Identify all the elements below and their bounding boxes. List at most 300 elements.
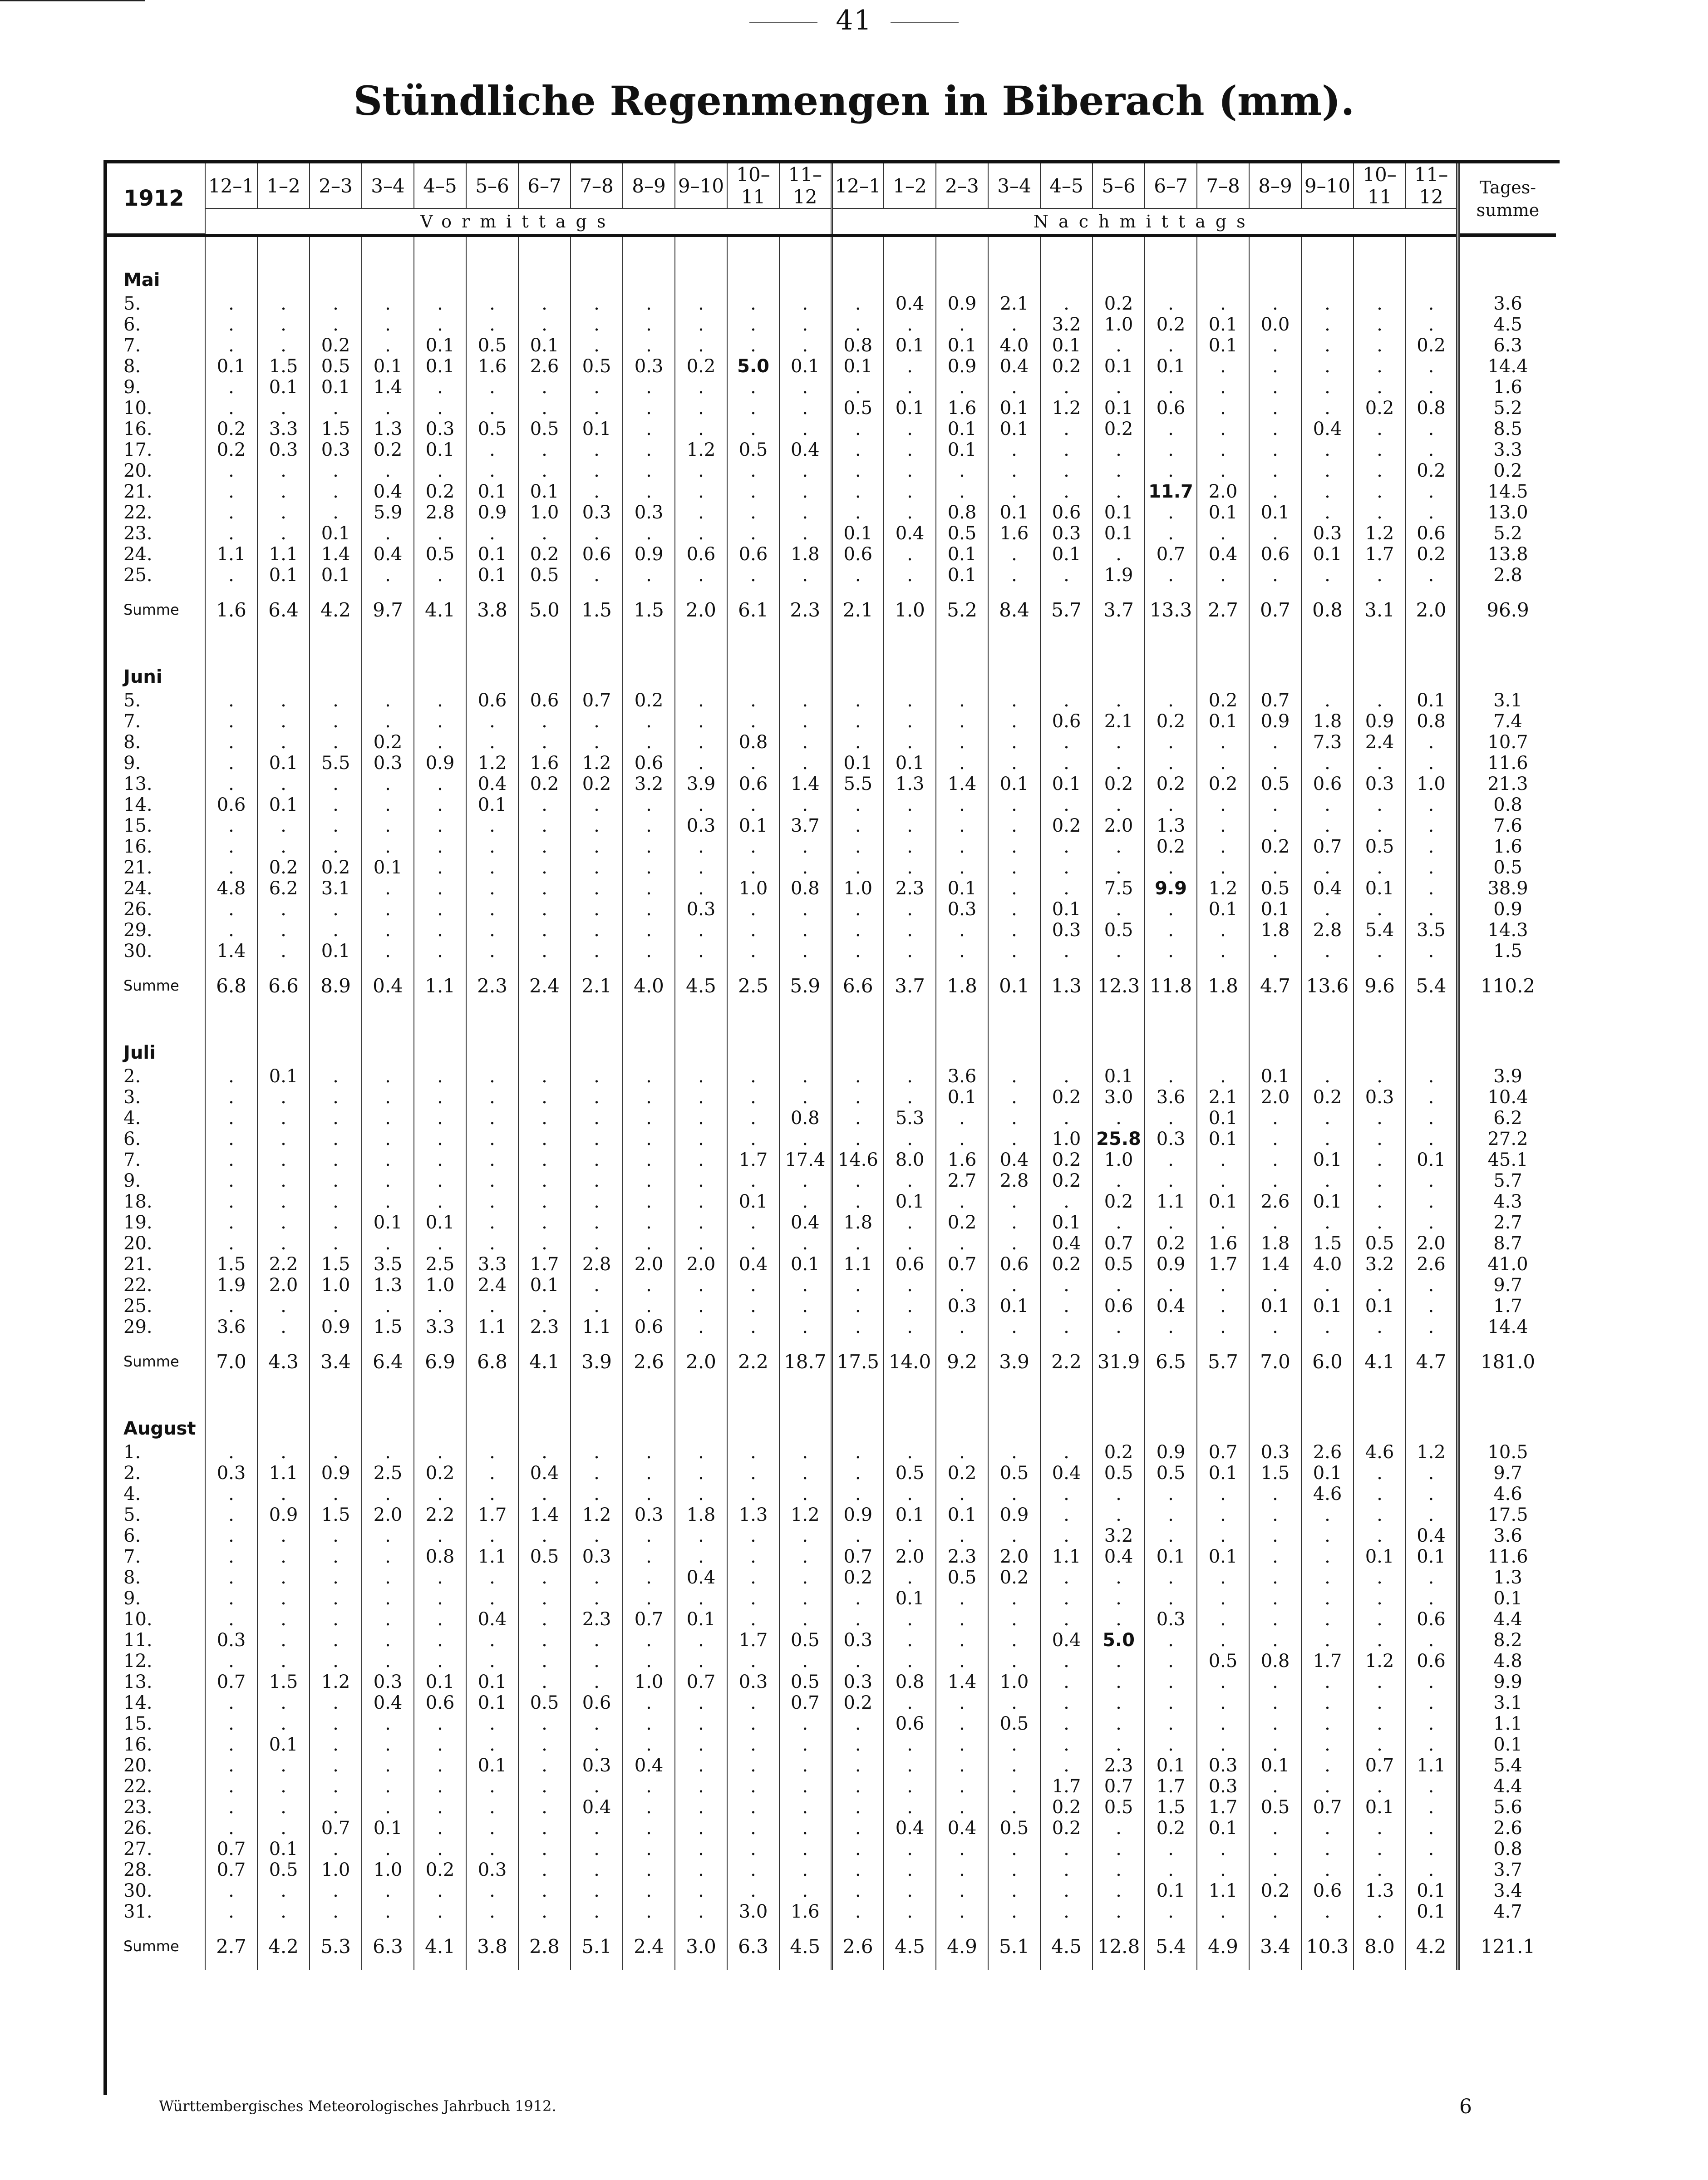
day-total: 8.5 <box>1458 419 1556 439</box>
day-label: 30. <box>123 941 153 962</box>
hour-value: . <box>675 1442 727 1463</box>
hour-value: 0.9 <box>623 544 675 565</box>
hour-value: 0.5 <box>518 419 571 439</box>
empty-cell <box>362 236 414 293</box>
hour-value: . <box>675 1651 727 1672</box>
hour-value: . <box>571 1108 623 1129</box>
hour-value: . <box>727 794 779 815</box>
hour-value: . <box>1249 1129 1301 1149</box>
hour-value: . <box>779 419 832 439</box>
hour-value: 0.3 <box>362 1672 414 1692</box>
hour-value: 6.2 <box>257 878 310 899</box>
hour-value: 0.1 <box>779 1254 832 1275</box>
hour-value: . <box>571 1839 623 1859</box>
hour-value: 0.1 <box>884 1191 936 1212</box>
empty-cell <box>1197 236 1249 293</box>
hour-value: . <box>884 419 936 439</box>
hour-value: 1.2 <box>571 1504 623 1525</box>
hour-value: 0.2 <box>1145 1233 1197 1254</box>
hour-value: 0.1 <box>1145 1755 1197 1776</box>
sum-value: 5.9 <box>779 962 832 1010</box>
hour-value: . <box>675 460 727 481</box>
hour-value: . <box>414 314 466 335</box>
hour-value: 0.6 <box>623 1317 675 1337</box>
day-label: 24. <box>123 878 153 899</box>
empty-cell <box>518 236 571 293</box>
hour-value: . <box>1301 1567 1354 1588</box>
hour-value: 1.4 <box>205 941 257 962</box>
hour-value: . <box>727 941 779 962</box>
hour-value: 0.5 <box>1093 1463 1145 1484</box>
hour-value: 0.1 <box>988 502 1040 523</box>
hour-value: . <box>466 1839 518 1859</box>
hour-value: . <box>832 1275 884 1296</box>
sum-value: 4.2 <box>257 1922 310 1970</box>
hour-value: . <box>1406 1504 1458 1525</box>
hour-value: . <box>623 1149 675 1170</box>
hour-value: 0.8 <box>779 1108 832 1129</box>
hour-value: . <box>414 1567 466 1588</box>
day-label: 26. <box>123 899 153 920</box>
hour-value: . <box>414 1149 466 1170</box>
sum-value: 3.7 <box>1093 586 1145 634</box>
sum-value: 4.2 <box>1406 1922 1458 1970</box>
hour-header: 9–10 <box>1301 163 1354 208</box>
hour-value: 1.4 <box>362 377 414 398</box>
hour-value: 0.5 <box>310 356 362 377</box>
day-total: 5.6 <box>1458 1797 1556 1818</box>
sum-value: 6.3 <box>362 1922 414 1970</box>
hour-value: . <box>571 1734 623 1755</box>
hour-value: 1.2 <box>779 1504 832 1525</box>
sum-value: 3.4 <box>1249 1922 1301 1970</box>
hour-value: . <box>466 857 518 878</box>
hour-value: . <box>1093 460 1145 481</box>
day-label: 11. <box>123 1630 153 1651</box>
hour-value: . <box>362 1129 414 1149</box>
hour-value: . <box>727 1442 779 1463</box>
empty-cell <box>414 236 466 293</box>
hour-value: 0.6 <box>988 1254 1040 1275</box>
hour-value: . <box>571 836 623 857</box>
hour-value: . <box>1249 1609 1301 1630</box>
hour-value: . <box>1040 439 1093 460</box>
hour-value: . <box>1354 1170 1406 1191</box>
sum-value: 8.0 <box>1354 1922 1406 1970</box>
hour-value: 0.1 <box>779 356 832 377</box>
hour-value: . <box>1145 1588 1197 1609</box>
hour-value: 0.8 <box>1406 398 1458 419</box>
hour-value: 0.6 <box>466 690 518 711</box>
hour-value: . <box>727 1567 779 1588</box>
sum-value: 2.2 <box>1040 1337 1093 1386</box>
hour-value: . <box>1145 753 1197 774</box>
hour-value: . <box>727 753 779 774</box>
hour-value: 0.1 <box>466 1672 518 1692</box>
hour-value: . <box>988 836 1040 857</box>
hour-value: 0.5 <box>571 356 623 377</box>
hour-value: . <box>518 711 571 732</box>
hour-value: . <box>310 690 362 711</box>
hour-value: . <box>779 502 832 523</box>
hour-value: . <box>988 1087 1040 1108</box>
hour-value: 0.6 <box>205 794 257 815</box>
hour-value: 3.2 <box>1093 1525 1145 1546</box>
hour-value: . <box>884 356 936 377</box>
hour-value: . <box>518 1713 571 1734</box>
hour-value: . <box>779 523 832 544</box>
hour-value: . <box>362 1880 414 1901</box>
hour-value: . <box>1145 439 1197 460</box>
hour-value: . <box>988 1609 1040 1630</box>
hour-value: 1.6 <box>518 753 571 774</box>
sum-value: 5.1 <box>988 1922 1040 1970</box>
empty-cell <box>988 1386 1040 1442</box>
hour-value: . <box>1093 857 1145 878</box>
hour-value: . <box>571 523 623 544</box>
hour-value: 7.5 <box>1093 878 1145 899</box>
hour-value: 0.1 <box>988 1296 1040 1317</box>
hour-value: . <box>310 1609 362 1630</box>
hour-value: . <box>1145 1212 1197 1233</box>
hour-value: . <box>1145 1839 1197 1859</box>
hour-value: . <box>675 1901 727 1922</box>
hour-value: . <box>727 1713 779 1734</box>
hour-value: 0.2 <box>414 1463 466 1484</box>
day-total: 14.4 <box>1458 356 1556 377</box>
day-total: 0.1 <box>1458 1734 1556 1755</box>
hour-value: . <box>779 1839 832 1859</box>
hour-value: . <box>832 920 884 941</box>
hour-value: 0.2 <box>1093 419 1145 439</box>
hour-value: 11.7 <box>1145 481 1197 502</box>
hour-value: . <box>310 1525 362 1546</box>
hour-value: . <box>884 711 936 732</box>
hour-value: . <box>832 1776 884 1797</box>
hour-value: . <box>1354 377 1406 398</box>
hour-value: . <box>1093 1609 1145 1630</box>
hour-value: . <box>1406 1859 1458 1880</box>
sum-value: 5.4 <box>1145 1922 1197 1970</box>
hour-value: 1.7 <box>1354 544 1406 565</box>
hour-value: . <box>884 732 936 753</box>
hour-value: 0.6 <box>1040 502 1093 523</box>
hour-value: . <box>310 1191 362 1212</box>
hour-value: . <box>988 1839 1040 1859</box>
hour-value: 0.9 <box>310 1463 362 1484</box>
hour-value: . <box>1406 836 1458 857</box>
hour-value: . <box>675 1734 727 1755</box>
hour-value: 2.4 <box>1354 732 1406 753</box>
hour-header: 5–6 <box>1093 163 1145 208</box>
empty-cell <box>1145 1010 1197 1066</box>
hour-value: . <box>936 1275 988 1296</box>
hour-value: . <box>1301 1859 1354 1880</box>
hour-value: . <box>623 1170 675 1191</box>
hour-value: . <box>675 314 727 335</box>
hour-value: . <box>988 1233 1040 1254</box>
hour-value: . <box>466 1484 518 1504</box>
hour-value: 0.3 <box>571 1546 623 1567</box>
hour-value: . <box>623 1463 675 1484</box>
hour-value: . <box>988 1108 1040 1129</box>
hour-value: 0.9 <box>257 1504 310 1525</box>
hour-value: . <box>466 1880 518 1901</box>
hour-value: 2.3 <box>571 1609 623 1630</box>
day-total: 10.5 <box>1458 1442 1556 1463</box>
hour-value: 0.7 <box>310 1818 362 1839</box>
hour-value: . <box>571 1170 623 1191</box>
hour-value: . <box>832 1525 884 1546</box>
sum-value: 5.2 <box>936 586 988 634</box>
sum-value: 17.5 <box>832 1337 884 1386</box>
hour-value: . <box>1093 1484 1145 1504</box>
hour-value: 1.8 <box>675 1504 727 1525</box>
hour-value: 0.7 <box>1197 1442 1249 1463</box>
hour-value: 0.5 <box>1249 1797 1301 1818</box>
hour-value: 1.0 <box>310 1275 362 1296</box>
sum-value: 3.7 <box>884 962 936 1010</box>
hour-value: 0.1 <box>1197 1129 1249 1149</box>
hour-value: . <box>571 1191 623 1212</box>
day-row <box>107 314 1556 335</box>
hour-value: . <box>936 1755 988 1776</box>
hour-value: 0.6 <box>884 1713 936 1734</box>
hour-value: . <box>362 899 414 920</box>
hour-value: . <box>675 1692 727 1713</box>
sum-row <box>107 1922 1556 1970</box>
hour-value: 0.6 <box>675 544 727 565</box>
hour-value: . <box>988 1484 1040 1504</box>
hour-value: . <box>1249 1567 1301 1588</box>
hour-value: . <box>988 815 1040 836</box>
hour-value: 0.2 <box>1040 1818 1093 1839</box>
empty-cell <box>1145 236 1197 293</box>
hour-value: 0.5 <box>257 1859 310 1880</box>
hour-value: . <box>675 377 727 398</box>
hour-value: 0.9 <box>310 1317 362 1337</box>
hour-value: . <box>832 899 884 920</box>
hour-value: . <box>988 1630 1040 1651</box>
day-row <box>107 377 1556 398</box>
hour-value: . <box>257 1588 310 1609</box>
hour-value: 0.1 <box>1406 1149 1458 1170</box>
day-label: 8. <box>123 356 141 377</box>
hour-value: . <box>362 1734 414 1755</box>
hour-value: 0.1 <box>1145 1880 1197 1901</box>
hour-value: 2.7 <box>936 1170 988 1191</box>
hour-value: 0.2 <box>1301 1087 1354 1108</box>
hour-value: . <box>1406 1108 1458 1129</box>
hour-value: . <box>310 1713 362 1734</box>
hour-value: 2.4 <box>466 1275 518 1296</box>
hour-value: . <box>466 1442 518 1463</box>
empty-cell <box>1040 1386 1093 1442</box>
sum-value: 2.0 <box>675 1337 727 1386</box>
hour-value: . <box>414 815 466 836</box>
day-row <box>107 1630 1556 1651</box>
hour-value: . <box>832 1734 884 1755</box>
hour-value: . <box>1301 753 1354 774</box>
hour-value: . <box>1301 1630 1354 1651</box>
day-label: 15. <box>123 815 153 836</box>
hour-value: . <box>1249 460 1301 481</box>
empty-cell <box>1249 1010 1301 1066</box>
empty-cell <box>884 1010 936 1066</box>
hour-value: 3.5 <box>1406 920 1458 941</box>
hour-value: 1.0 <box>518 502 571 523</box>
sum-value: 4.1 <box>518 1337 571 1386</box>
day-row <box>107 1129 1556 1149</box>
hour-value: . <box>1093 836 1145 857</box>
hour-value: 1.2 <box>1197 878 1249 899</box>
hour-value: . <box>1145 1630 1197 1651</box>
day-total: 1.7 <box>1458 1296 1556 1317</box>
hour-value: . <box>205 1525 257 1546</box>
hour-value: . <box>988 1755 1040 1776</box>
hour-value: . <box>884 1567 936 1588</box>
hour-value: . <box>1040 690 1093 711</box>
hour-value: . <box>623 1901 675 1922</box>
hour-value: . <box>1197 920 1249 941</box>
hour-value: 0.2 <box>310 335 362 356</box>
hour-value: 0.7 <box>779 1692 832 1713</box>
hour-value: 0.9 <box>936 356 988 377</box>
day-total: 38.9 <box>1458 878 1556 899</box>
hour-value: . <box>1145 1066 1197 1087</box>
hour-value: . <box>779 794 832 815</box>
hour-value: 2.0 <box>1249 1087 1301 1108</box>
day-row <box>107 1546 1556 1567</box>
hour-value: 2.0 <box>1197 481 1249 502</box>
hour-value: . <box>1093 1734 1145 1755</box>
sum-value: 0.7 <box>1249 586 1301 634</box>
hour-value: . <box>675 419 727 439</box>
hour-value: . <box>1301 1546 1354 1567</box>
hour-value: . <box>884 1442 936 1463</box>
hour-value: . <box>675 1317 727 1337</box>
hour-value: . <box>466 941 518 962</box>
hour-value: . <box>414 794 466 815</box>
hour-value: . <box>988 1129 1040 1149</box>
hour-value: 0.1 <box>884 398 936 419</box>
hour-value: . <box>779 1275 832 1296</box>
hour-value: . <box>1093 1818 1145 1839</box>
hour-value: . <box>1145 1901 1197 1922</box>
hour-value: 1.4 <box>936 1672 988 1692</box>
hour-value: . <box>936 481 988 502</box>
hour-value: 0.8 <box>414 1546 466 1567</box>
hour-value: 0.2 <box>1093 1442 1145 1463</box>
hour-value: 0.3 <box>310 439 362 460</box>
month-row <box>107 1010 1556 1066</box>
hour-value: 0.3 <box>1197 1755 1249 1776</box>
empty-cell <box>205 634 257 690</box>
hour-value: 0.6 <box>884 1254 936 1275</box>
hour-value: . <box>936 1630 988 1651</box>
hour-value: . <box>466 711 518 732</box>
hour-value: . <box>727 335 779 356</box>
day-label: 9. <box>123 1588 141 1609</box>
hour-value: 0.6 <box>414 1692 466 1713</box>
hour-value: . <box>1145 460 1197 481</box>
hour-value: . <box>623 1818 675 1839</box>
hour-value: . <box>414 398 466 419</box>
hour-value: 0.1 <box>257 1066 310 1087</box>
hour-value: 1.6 <box>779 1901 832 1922</box>
hour-value: . <box>623 1191 675 1212</box>
hour-value: . <box>832 1191 884 1212</box>
hour-value: 0.1 <box>466 544 518 565</box>
hour-value: . <box>310 1901 362 1922</box>
hour-value: 3.7 <box>779 815 832 836</box>
hour-value: 0.4 <box>727 1254 779 1275</box>
hour-value: . <box>884 1087 936 1108</box>
hour-value: 1.8 <box>1301 711 1354 732</box>
hour-value: . <box>1249 1108 1301 1129</box>
hour-value: . <box>571 1087 623 1108</box>
hour-value: 1.7 <box>518 1254 571 1275</box>
hour-value: . <box>1406 1087 1458 1108</box>
hour-value: . <box>1197 1630 1249 1651</box>
day-total: 9.9 <box>1458 1672 1556 1692</box>
day-label: 16. <box>123 419 153 439</box>
day-row <box>107 1713 1556 1734</box>
hour-value: . <box>518 1797 571 1818</box>
day-label: 29. <box>123 1317 153 1337</box>
hour-value: . <box>1093 1651 1145 1672</box>
day-row <box>107 1734 1556 1755</box>
hour-value: . <box>988 899 1040 920</box>
empty-cell <box>1040 634 1093 690</box>
hour-value: . <box>1197 1734 1249 1755</box>
hour-value: . <box>257 1692 310 1713</box>
hour-value: 0.1 <box>1301 1296 1354 1317</box>
hour-value: 3.1 <box>310 878 362 899</box>
day-label: 7. <box>123 711 141 732</box>
hour-value: . <box>1197 356 1249 377</box>
hour-value: . <box>257 1880 310 1901</box>
hour-value: . <box>623 1233 675 1254</box>
hour-value: . <box>1040 1672 1093 1692</box>
hour-value: . <box>1354 899 1406 920</box>
hour-value: 3.3 <box>257 419 310 439</box>
hour-value: . <box>779 920 832 941</box>
hour-value: . <box>1040 1275 1093 1296</box>
hour-value: 1.0 <box>623 1672 675 1692</box>
hour-value: . <box>1354 1317 1406 1337</box>
hour-value: 0.2 <box>1040 815 1093 836</box>
hour-value: . <box>727 419 779 439</box>
hour-value: . <box>518 1588 571 1609</box>
hour-value: . <box>310 1839 362 1859</box>
hour-value: . <box>310 920 362 941</box>
hour-value: . <box>1406 1170 1458 1191</box>
hour-value: . <box>936 314 988 335</box>
hour-value: 0.3 <box>623 502 675 523</box>
hour-value: . <box>727 836 779 857</box>
hour-value: . <box>466 836 518 857</box>
hour-value: . <box>205 920 257 941</box>
empty-cell <box>1458 236 1556 293</box>
hour-value: . <box>257 690 310 711</box>
hour-value: . <box>1249 1484 1301 1504</box>
day-label: 3. <box>123 1087 141 1108</box>
hour-value: 1.6 <box>988 523 1040 544</box>
hour-value: . <box>727 1066 779 1087</box>
hour-value: 3.2 <box>1040 314 1093 335</box>
empty-cell <box>727 1010 779 1066</box>
